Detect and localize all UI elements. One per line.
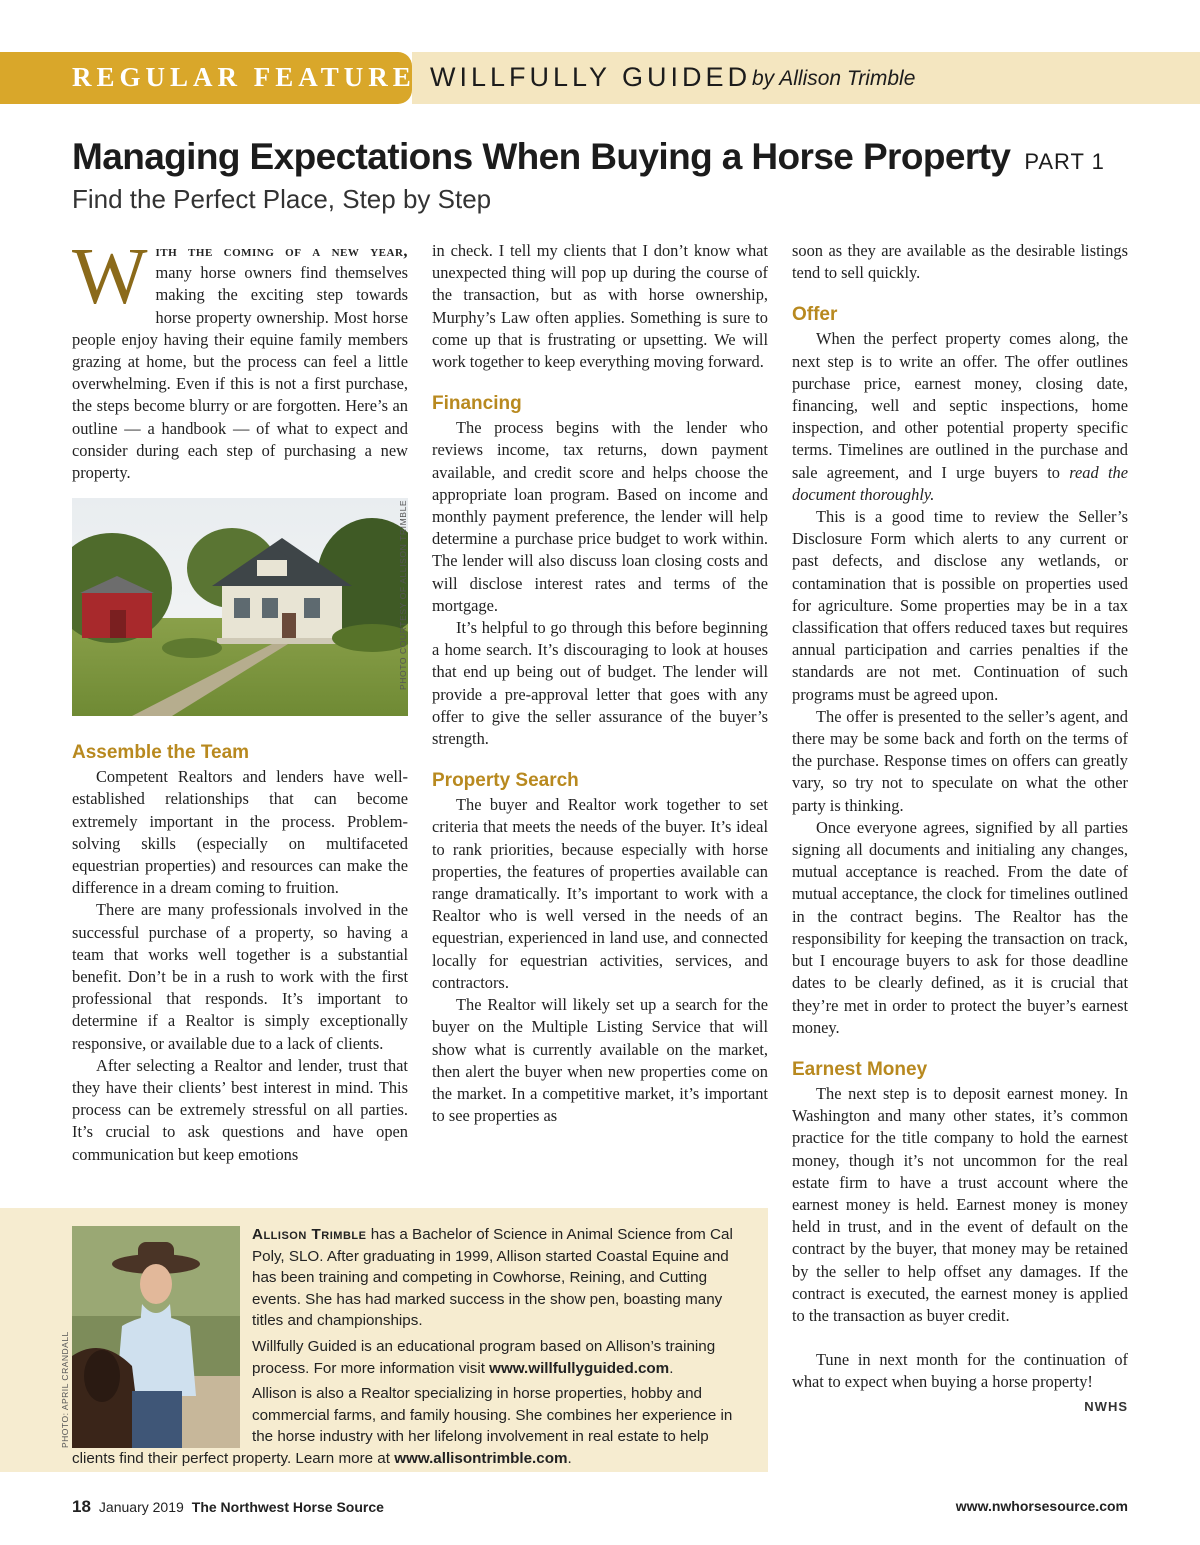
bio-paragraph-3-end: . [567, 1449, 572, 1467]
author-bio-text [72, 1224, 748, 1474]
financing-paragraph-2: It’s helpful to go through this before beginning a home search. It’s discouraging to look at houses that end up being out of budget. The lender will provide a pre-approval letter that goes with any offer to give the seller assurance of the buyer’s strength. [432, 618, 768, 749]
bio-paragraph-1-text: has a Bachelor of Science in Animal Science from Cal Poly, SLO. After graduating in 1999, Allison started Coastal Equine and has been training and competing in Cowhorse, Reining, and Cutting events. She has had marked success in the show pen, boasting many titles and championships. [252, 1226, 733, 1330]
team-paragraph-3: After selecting a Realtor and lender, trust that they have their clients’ best interest in mind. This process can be extremely stressful on all parties. It’s crucial to ask questions and have open communication but keep emotions [72, 1055, 408, 1164]
search-paragraph-1: The buyer and Realtor work together to set criteria that meets the needs of the buyer. It’s ideal to rank priorities, because especially with horse properties, the features of properties available can range dramatically. It’s important to work with a Realtor who is well versed in the needs of an equestrian, experienced in land use, and connected locally for equestrian activities, services, and contractors. [432, 795, 768, 992]
team-paragraph-3-continued: in check. I tell my clients that I don’t know what unexpected thing will pop up during the course of the transaction, but as with horse ownership, Murphy’s Law often applies. Something is sure to come up that is frustrating or upsetting. We will work together to keep everything moving forward. [432, 241, 768, 372]
issue-date: January 2019 [98, 1499, 184, 1515]
search-paragraph-2-continued: soon as they are available as the desirable listings tend to sell quickly. [792, 241, 1128, 283]
heading-property-search: Property Search [432, 770, 579, 792]
search-paragraph-2: The Realtor will likely set up a search for the buyer on the Multiple Listing Service that will show what is currently available on the market, then alert the buyer when new properties come on the market. In a competitive market, it’s important to see properties as [432, 995, 768, 1126]
intro-paragraph [72, 233, 408, 484]
team-paragraph-1: Competent Realtors and lenders have well-established relationships that can become extremely important in the process. Problem-solving skills (especially on multifaceted equestrian properties) and resources can make the difference in a dream coming to fruition. [72, 767, 408, 898]
financing-paragraph-1: The process begins with the lender who reviews income, tax returns, down payment available, and credit score and helps choose the appropriate loan program. Based on income and monthly payment preference, the lender will help determine a purchase price budget to work within. The lender will also discuss loan closing costs and will disclose interest rates and terms of the mortgage. [432, 418, 768, 615]
bio-photo-spacer [72, 1224, 252, 1440]
article-part: PART 1 [1024, 149, 1105, 174]
allisontrimble-link[interactable]: www.allisontrimble.com [394, 1449, 568, 1467]
photo-credit-author: PHOTO: APRIL CRANDALL [60, 1331, 70, 1448]
offer-paragraph-1-text: When the perfect property comes along, the next step is to write an offer. The offer outlines purchase price, earnest money, closing date, financing, well and septic inspections, home inspection, and other potential property specific terms. Timelines are outlined in the purchase and sale agreement, and I urge buyers to [792, 329, 1128, 482]
willfullyguided-link[interactable]: www.willfullyguided.com [489, 1359, 670, 1377]
bio-paragraph-2-text: Willfully Guided is an educational program based on Allison’s training process. For more information visit [252, 1337, 716, 1377]
column-name: WILLFULLY GUIDED [430, 62, 752, 92]
heading-assemble-team: Assemble the Team [72, 742, 250, 764]
heading-offer: Offer [792, 304, 838, 326]
column-byline: by Allison Trimble [752, 67, 916, 90]
offer-emphasis: read the document thoroughly. [792, 462, 1128, 504]
offer-paragraph-1 [792, 328, 1128, 506]
intro-text: many horse owners find themselves making the exciting step towards horse property ownership. Most horse people enjoy having their equine family members grazing at home, but the process can feel a little overwhelming. Even if this is not a first purchase, the steps become blurry or are forgotten. Here’s an outline — a handbook — of what to expect and consider during each step of purchasing a new property. [72, 263, 408, 483]
drop-cap: W [72, 233, 148, 321]
feature-label: REGULAR FEATURE [72, 62, 416, 92]
heading-financing: Financing [432, 393, 522, 415]
offer-paragraph-4: Once everyone agrees, signified by all parties signing all documents and initialing any changes, mutual acceptance is reached. From the date of mutual acceptance, the clock for timelines outlined in the contract begins. The Realtor has the responsibility for keeping the transaction on track, but I encourage buyers to ask for those deadline dates to be clearly defined, as it is crucial that they’re met in order to protect the buyer’s earnest money. [792, 817, 1128, 1037]
column-3 [792, 240, 1128, 1418]
lead-in: ith the coming of a new year, [155, 241, 408, 260]
offer-paragraph-3: The offer is presented to the seller’s agent, and there may be some back and forth on the terms of the purchase. Response times on offers can greatly vary, so try not to speculate on what the other party is thinking. [792, 706, 1128, 815]
author-name: Allison Trimble [252, 1226, 367, 1243]
publication-name: The Northwest Horse Source [191, 1499, 384, 1515]
publication-website[interactable]: www.nwhorsesource.com [955, 1498, 1128, 1514]
closing-note: Tune in next month for the continuation of what to expect when buying a horse property! [792, 1350, 1128, 1392]
end-signature: NWHS [1084, 1398, 1128, 1414]
article-title-text: Managing Expectations When Buying a Horse Property [72, 136, 1011, 177]
bio-paragraph-3-text: Allison is also a Realtor specializing in horse properties, hobby and commercial farms, and family housing. She combines her experience in the horse industry with her lifelong involvement in real estate to help clients find their perfect property. Learn more at [72, 1385, 733, 1467]
house-illustration [72, 498, 408, 716]
earnest-paragraph-1: The next step is to deposit earnest money. In Washington and many other states, it’s common practice for the title company to hold the earnest money, though it’s not uncommon for the real estate firm to have a trust account where the earnest money is held. Earnest money is money held in trust, and in the event of default on the contract by the buyer, that money may be retained by the seller to help offset any damages. If the contract is executed, the earnest money is applied to the transaction as buyer credit. [792, 1083, 1128, 1325]
closing-spacer [792, 1327, 1128, 1349]
article-title [72, 136, 1105, 178]
bio-paragraph-2-end: . [669, 1359, 674, 1377]
column-2 [432, 240, 768, 1127]
article-subtitle: Find the Perfect Place, Step by Step [72, 184, 492, 214]
team-paragraph-2: There are many professionals involved in the successful purchase of a property, so having a team that works well together is a substantial benefit. Don’t be in a rush to work with the first professional that responds. It’s important to determine if a Realtor is simply exceptionally responsive, or available due to a lack of clients. [72, 900, 408, 1053]
photo-credit-house: PHOTO COURTESY OF ALLISON TRIMBLE [398, 499, 408, 690]
footer-left [72, 1497, 384, 1517]
page-number: 18 [72, 1497, 91, 1516]
offer-paragraph-2: This is a good time to review the Seller’s Disclosure Form which alerts to any current or past defects, and disclose any wetlands, or contamination that is possible on properties used for agriculture. Some properties may be in a tax classification that offers reduced taxes but requires annual participation and carries penalties if the standards are not met. Continuation of such programs must be agreed upon. [792, 507, 1128, 704]
heading-earnest-money: Earnest Money [792, 1058, 928, 1080]
house-photo [72, 498, 408, 716]
